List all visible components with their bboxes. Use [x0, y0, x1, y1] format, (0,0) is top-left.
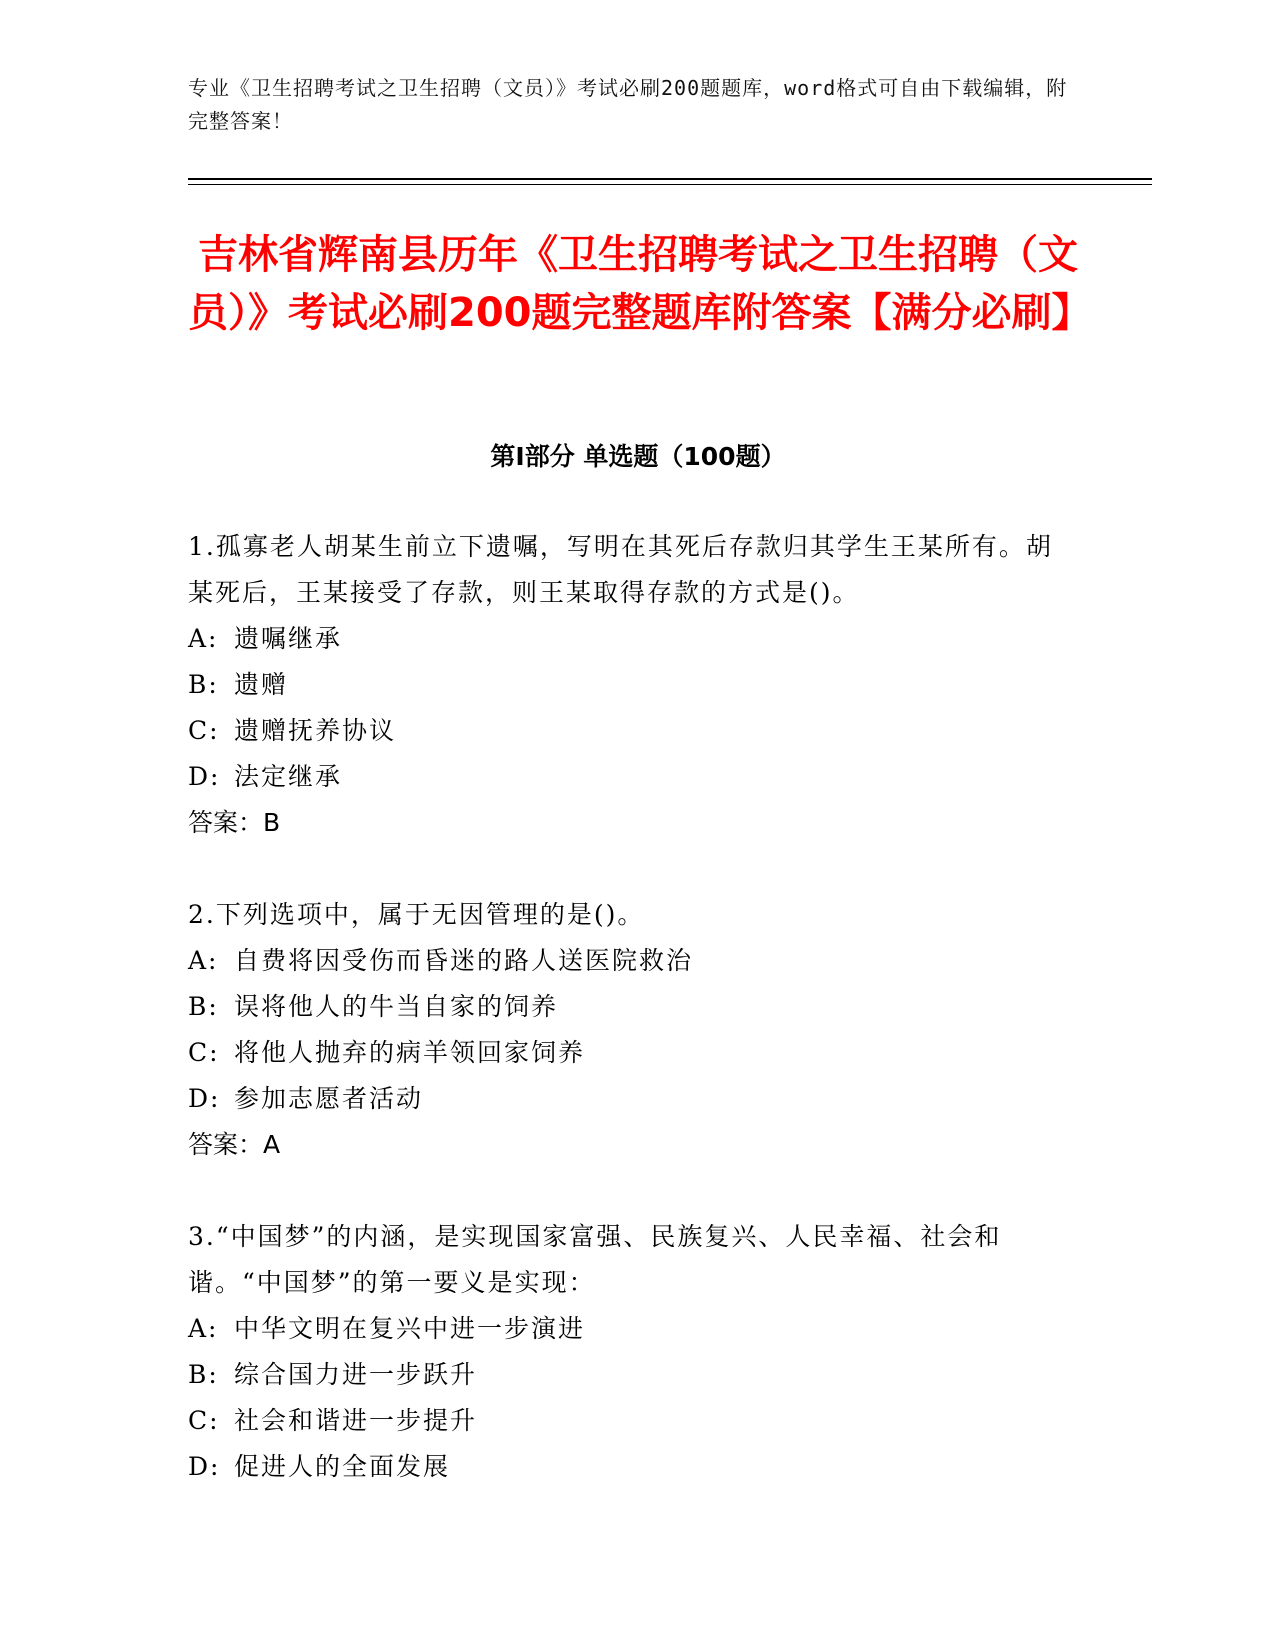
option-letter: B: [188, 1360, 219, 1389]
option-letter: D: [188, 762, 221, 791]
question-stem: 1.孤寡老人胡某生前立下遗嘱，写明在其死后存款归其学生王某所有。胡某死后，王某接受了存款，则王某取得存款的方式是()。 [188, 532, 1053, 607]
option-text: 社会和谐进一步提升 [234, 1406, 478, 1435]
option-letter: A: [188, 1314, 219, 1343]
option-a [188, 616, 1078, 662]
option-list [188, 1306, 1078, 1490]
option-text: 误将他人的牛当自家的饲养 [234, 992, 559, 1021]
option-letter: C: [188, 716, 220, 745]
option-text: 遗赠抚养协议 [234, 716, 397, 745]
option-letter: D: [188, 1452, 221, 1481]
question-stem: 2.下列选项中，属于无因管理的是()。 [188, 900, 645, 929]
option-text: 将他人抛弃的病羊领回家饲养 [234, 1038, 586, 1067]
option-b [188, 1352, 1078, 1398]
header-note: 专业《卫生招聘考试之卫生招聘（文员）》考试必刷200题题库，word格式可自由下载编辑，附完整答案！ [188, 76, 1068, 133]
option-d [188, 1444, 1078, 1490]
option-letter: C: [188, 1038, 220, 1067]
option-list [188, 616, 1078, 800]
option-text: 遗嘱继承 [234, 624, 343, 653]
question-3 [188, 1214, 1078, 1490]
option-b [188, 662, 1078, 708]
section-heading: 第I部分 单选题（100题） [490, 442, 786, 471]
answer-line: 答案：A [188, 1130, 281, 1159]
option-text: 参加志愿者活动 [234, 1084, 424, 1113]
option-d [188, 1076, 1078, 1122]
option-letter: D: [188, 1084, 221, 1113]
option-text: 法定继承 [234, 762, 343, 791]
question-1 [188, 524, 1078, 846]
option-text: 自费将因受伤而昏迷的路人送医院救治 [234, 946, 694, 975]
option-letter: A: [188, 946, 219, 975]
answer-line: 答案：B [188, 808, 281, 837]
option-a [188, 1306, 1078, 1352]
option-c [188, 1398, 1078, 1444]
option-text: 中华文明在复兴中进一步演进 [234, 1314, 586, 1343]
option-letter: A: [188, 624, 219, 653]
question-list [188, 524, 1078, 1536]
option-a [188, 938, 1078, 984]
question-2 [188, 892, 1078, 1168]
option-text: 促进人的全面发展 [234, 1452, 451, 1481]
option-c [188, 708, 1078, 754]
option-c [188, 1030, 1078, 1076]
question-stem: 3.“中国梦”的内涵，是实现国家富强、民族复兴、人民幸福、社会和谐。“中国梦”的第一要义是实现： [188, 1222, 1002, 1297]
option-letter: B: [188, 992, 219, 1021]
header-rule-thin [188, 184, 1152, 185]
option-letter: C: [188, 1406, 220, 1435]
option-text: 综合国力进一步跃升 [234, 1360, 478, 1389]
document-title: 吉林省辉南县历年《卫生招聘考试之卫生招聘（文员）》考试必刷200题完整题库附答案【满分必刷】 [188, 232, 1092, 336]
option-letter: B: [188, 670, 219, 699]
option-d [188, 754, 1078, 800]
option-list [188, 938, 1078, 1122]
header-rule-thick [188, 178, 1152, 180]
option-b [188, 984, 1078, 1030]
option-text: 遗赠 [234, 670, 289, 699]
